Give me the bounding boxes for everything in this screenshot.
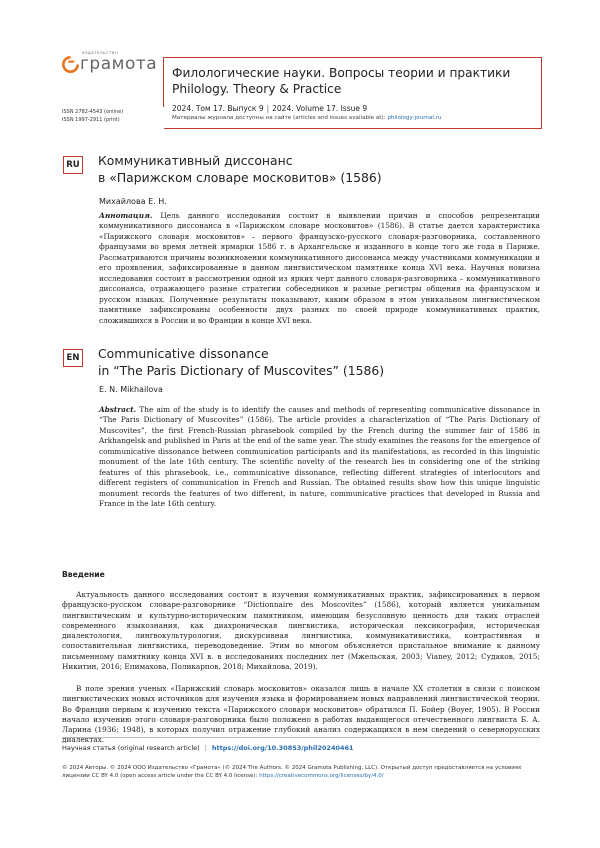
copyright-text: © 2024 Авторы. © 2024 ООО Издательство «Грамота» (© 2024 The Authors. © 2024 Gramota Publishing, LLC). Открытый доступ предоставляется на условиях лицензии CC BY 4.0 (open access article under the CC BY 4.0 license): xyxy=(62,765,522,779)
license-link[interactable]: https://creativecommons.org/licenses/by/4.0/ xyxy=(259,773,384,779)
issue-ru: 2024. Том 17. Выпуск 9 xyxy=(172,104,264,113)
abstract-en xyxy=(99,405,540,510)
issn-print: ISSN 1997-2911 (print) xyxy=(62,117,120,123)
issue-separator: | xyxy=(266,104,270,113)
author-ru: Михайлова Е. Н. xyxy=(99,197,167,206)
abstract-en-text: The aim of the study is to identify the causes and methods of representing communicative dissonance in “The Paris Dictionary of Muscovites” (1586). The article provides a characterization of “The Paris Dictionary of Muscovites”, the first French-Russian phrasebook compiled by the French during the summer fair of 1586 in Arkhangelsk and published in Paris at the end of the same year. The study examines the reasons for the emergence of communicative dissonance between communication participants and its manifestations, as recorded in this linguistic monument of the late 16th century. The scientific novelty of the research lies in considering one of the striking features of this phrasebook, i.e., communicative dissonance, reflecting different strategies of interlocutors and different registers of communication in French and Russian. The obtained results show how this unique linguistic monument records the features of two different, in nature, communicative practices that developed in Russia and France in the late 16th century. xyxy=(99,405,540,509)
body-paragraph-1: Актуальность данного исследования состоит в изучении коммуникативных практик, зафиксированных в первом французско-русском словаре-разговорнике “Dictionnaire des Moscovites” (1586), который является уникальным лингвистическим и культурно-историческим памятником, имеющим безусловную ценность для таких отраслей современного языкознания, как диахроническая лингвистика, историческая лексикография, историческая диалектология, лингвокультурология, дискурсивная лингвистика, коммуникативистика, контрастивная и сопоставительная лингвистика, переводоведение. Этим во многом объясняется пристальное внимание к данному письменному памятнику конца XVI в. в исследованиях последних лет (Мжельская, 2003; Vianey, 2012; Судаков, 2015; Никитин, 2016; Епимахова, Поликарпов, 2018; Михайлова, 2019). xyxy=(62,590,540,672)
footer-article-type-line xyxy=(62,744,354,752)
title-ru-line1: Коммуникативный диссонанс xyxy=(98,153,293,168)
issue-line xyxy=(172,104,367,113)
issue-en: 2024. Volume 17. Issue 9 xyxy=(272,104,368,113)
abstract-ru xyxy=(99,211,540,326)
article-title-en xyxy=(98,345,384,379)
author-en: E. N. Mikhailova xyxy=(99,385,163,394)
footer-copyright xyxy=(62,764,540,780)
footer-separator: | xyxy=(204,744,207,752)
article-type: Научная статья (original research article) xyxy=(62,744,200,752)
title-en-line1: Communicative dissonance xyxy=(98,346,269,361)
section-heading-introduction: Введение xyxy=(62,570,105,579)
logo-wordmark: грамота xyxy=(80,54,158,74)
journal-title-en: Philology. Theory & Practice xyxy=(172,82,342,96)
abstract-en-lead: Abstract. xyxy=(99,405,137,414)
article-title-ru xyxy=(98,152,382,186)
journal-site-line xyxy=(172,115,442,121)
footer-divider xyxy=(62,737,540,738)
gramota-logo-icon xyxy=(62,56,79,73)
logo-tagline: ИЗДАТЕЛЬСТВО xyxy=(82,51,119,55)
doi-link[interactable]: https://doi.org/10.30853/phil20240461 xyxy=(211,744,354,752)
title-en-line2: in “The Paris Dictionary of Muscovites” (1586) xyxy=(98,363,385,378)
abstract-ru-text: Цель данного исследования состоит в выявлении причин и способов репрезентации коммуникативного диссонанса в «Парижском словаре московитов» (1586). В статье дается характеристика «Парижского словаря московитов» – первого французско-русского словаря-разговорника, составленного французами во время летней ярмарки 1586 г. в Архангельске и изданного в конце того же года в Париже. Рассматриваются причины возникновения коммуникативного диссонанса между участниками коммуникации и его проявления, зафиксированные в данном лингвистическом памятнике конца XVI века. Научная новизна исследования состоит в рассмотрении одной из ярких черт данного словаря-разговорника – коммуникативного диссонанса, отражающего разные стратегии собеседников и разные регистры общения на французском и русском языках. Полученные результаты показывают, каким образом в этом уникальном лингвистическом памятнике зафиксированы особенности двух разных по своей природе коммуникативных практик, сложившихся в России и во Франции в конце XVI века. xyxy=(99,211,540,325)
journal-site-link[interactable]: philology-journal.ru xyxy=(387,115,442,121)
abstract-ru-lead: Аннотация. xyxy=(99,211,153,220)
issn-online: ISSN 2782-4543 (online) xyxy=(62,109,124,115)
lang-badge-en: EN xyxy=(63,349,83,367)
body-paragraph-2: В поле зрения ученых «Парижский словарь московитов» оказался лишь в начале XX столетия в связи с поиском лингвистических новых источников для изучения языка и формированием новых направлений лингвистической теории. Во Франции первым к изучению текста «Парижского словаря московитов» обратился П. Бойер (Boyer, 1905). В России начало изучению этого словаря-разговорника было положено в работах выдающегося отечественного лингвиста Б. А. Ларина (1936; 1948), в которых получил отражение глубокий анализ содержащихся в нем сведений о севернорусских диалектах. xyxy=(62,684,540,745)
lang-badge-ru: RU xyxy=(63,156,83,174)
header-frame-left-line xyxy=(163,57,164,107)
issn-block xyxy=(62,108,123,124)
title-ru-line2: в «Парижском словаре московитов» (1586) xyxy=(98,170,382,185)
journal-title-ru: Филологические науки. Вопросы теории и практики xyxy=(172,66,511,80)
publisher-logo xyxy=(62,51,157,75)
site-text: Материалы журнала доступны на сайте (articles and issues available at): xyxy=(172,115,386,121)
